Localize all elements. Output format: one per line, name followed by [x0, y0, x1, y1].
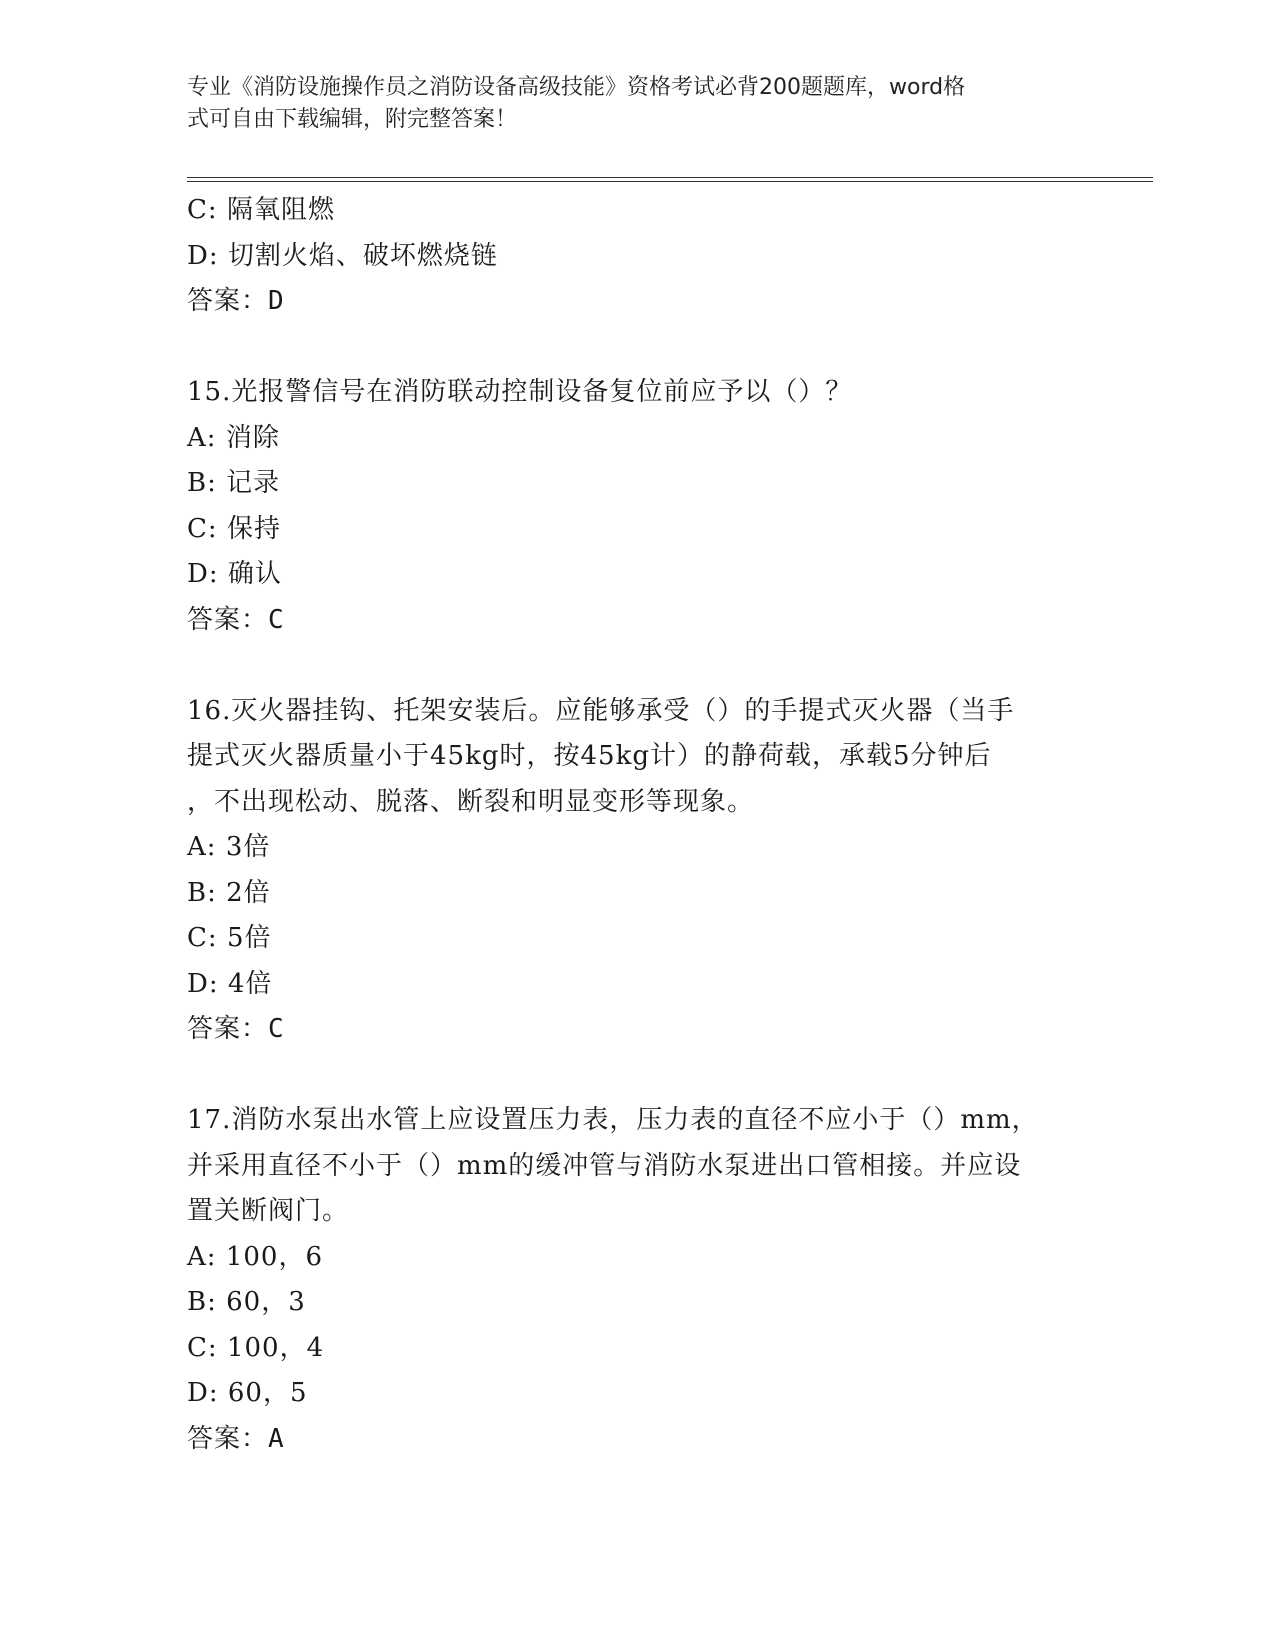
- option-key: A: [187, 832, 207, 862]
- option-key: A: [187, 422, 207, 453]
- answer-label: 答案：: [187, 604, 269, 635]
- answer-label: 答案：: [187, 286, 269, 316]
- option-key: C: [187, 923, 208, 953]
- option-d: D: 切割火焰、破坏燃烧链: [187, 240, 498, 271]
- option-c: C: 100，4: [187, 1332, 325, 1363]
- option-text: 消除: [225, 422, 280, 453]
- header-line-1: 专业《消防设施操作员之消防设备高级技能》资格考试必背200题题库，word格: [187, 75, 966, 100]
- option-text: 60，3: [226, 1287, 306, 1317]
- option-text: 2倍: [226, 877, 271, 908]
- option-key: C: [187, 195, 208, 225]
- answer-value: D: [268, 286, 285, 316]
- question-14-continuation: [187, 188, 1087, 325]
- option-key: B: [187, 877, 208, 908]
- answer-value: C: [268, 604, 285, 635]
- option-b: B: 2倍: [187, 877, 271, 908]
- option-d: D: 4倍: [187, 968, 273, 999]
- answer-line: [187, 598, 1087, 644]
- question-list: [187, 188, 1087, 1462]
- question-stem: [187, 689, 1087, 826]
- answer-label: 答案：: [187, 1014, 269, 1044]
- question-number: 17.: [187, 1105, 232, 1135]
- option-text: 记录: [226, 468, 281, 498]
- option-text: 3倍: [225, 832, 271, 862]
- option-key: C: [187, 1332, 208, 1363]
- option-key: A: [187, 1241, 207, 1272]
- option-c: C: 隔氧阻燃: [187, 195, 335, 225]
- option-c: C: 5倍: [187, 923, 272, 953]
- option-text: 60，5: [227, 1378, 308, 1408]
- question-text: 灭火器挂钩、托架安装后。应能够承受（）的手提式灭火器（当手 提式灭火器质量小于45kg时，按45kg计）的静荷载，承载5分钟后 ，不出现松动、脱落、断裂和明显变形等现象。: [187, 695, 1015, 817]
- question-text: 消防水泵出水管上应设置压力表，压力表的直径不应小于（）mm， 并采用直径不小于（）mm的缓冲管与消防水泵进出口管相接。并应设 置关断阀门。: [187, 1105, 1039, 1226]
- question-stem: [187, 370, 1087, 416]
- option-text: 5倍: [226, 923, 272, 953]
- option-key: B: [187, 1287, 208, 1317]
- answer-value: A: [268, 1423, 285, 1454]
- option-text: 确认: [227, 559, 282, 589]
- answer-label: 答案：: [187, 1423, 269, 1454]
- option-key: D: [187, 1378, 209, 1408]
- answer-line: [187, 279, 1087, 325]
- spacer: [187, 643, 1087, 689]
- option-key: D: [187, 968, 209, 999]
- option-d: D: 确认: [187, 559, 282, 589]
- option-key: D: [187, 559, 209, 589]
- option-text: 100，4: [226, 1332, 325, 1363]
- question-17: [187, 1098, 1087, 1462]
- spacer: [187, 325, 1087, 371]
- question-stem: [187, 1098, 1087, 1235]
- option-key: B: [187, 468, 208, 498]
- option-text: 保持: [226, 513, 281, 544]
- answer-line: [187, 1007, 1087, 1053]
- question-15: [187, 370, 1087, 643]
- question-number: 15.: [187, 377, 232, 407]
- answer-line: [187, 1417, 1087, 1463]
- option-b: B: 记录: [187, 468, 281, 498]
- answer-value: C: [268, 1014, 285, 1044]
- option-key: C: [187, 513, 208, 544]
- option-a: A: 消除: [187, 422, 280, 453]
- option-a: A: 3倍: [187, 832, 271, 862]
- question-text: 光报警信号在消防联动控制设备复位前应予以（）？: [231, 377, 853, 407]
- spacer: [187, 1053, 1087, 1099]
- option-text: 隔氧阻燃: [226, 195, 335, 225]
- option-text: 100，6: [225, 1241, 323, 1272]
- question-number: 16.: [187, 695, 232, 726]
- header-line-2: 式可自由下载编辑，附完整答案！: [187, 107, 518, 132]
- document-header: [187, 72, 1067, 136]
- question-16: [187, 689, 1087, 1053]
- option-c: C: 保持: [187, 513, 281, 544]
- option-key: D: [187, 240, 209, 271]
- option-d: D: 60，5: [187, 1378, 308, 1408]
- option-a: A: 100，6: [187, 1241, 323, 1272]
- header-divider: [187, 177, 1153, 182]
- option-text: 切割火焰、破坏燃烧链: [227, 240, 498, 271]
- option-b: B: 60，3: [187, 1287, 306, 1317]
- option-text: 4倍: [227, 968, 273, 999]
